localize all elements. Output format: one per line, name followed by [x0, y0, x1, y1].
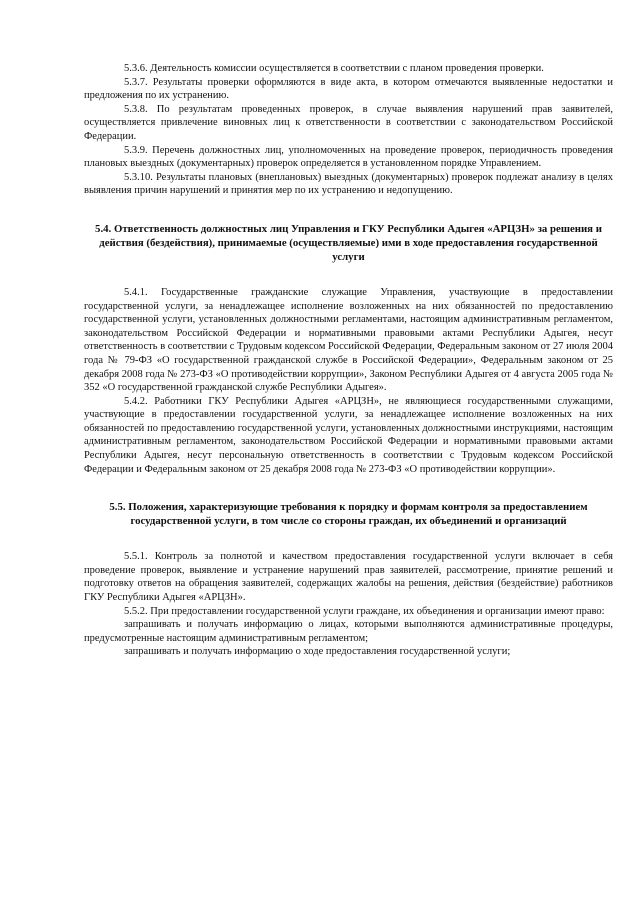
paragraph-5-3-10: 5.3.10. Результаты плановых (внеплановых) выездных (документарных) проверок подлежат анализу в целях выявления причин нарушений и принятия мер по их устранению и недопущению.: [84, 171, 613, 197]
paragraph-5-5-1: 5.5.1. Контроль за полнотой и качеством предоставления государственной услуги включает в себя проведение проверок, выявление и устранение нарушений прав заявителей, рассмотрение, принятие решений и подготовку ответов на обращения заявителей, содержащих жалобы на решения, действия (бездействие) работников ГКУ Республики Адыгея «АРЦЗН».: [84, 551, 613, 604]
section-5-3-continuation: [84, 62, 613, 198]
heading-5-4: 5.4. Ответственность должностных лиц Управления и ГКУ Республики Адыгея «АРЦЗН» за решения и действия (бездействия), принимаемые (осуществляемые) ими в ходе предоставления государственной услуги: [95, 222, 602, 263]
paragraph-5-5-2-item-1: запрашивать и получать информацию о лицах, которыми выполняются административные процедуры, предусмотренные настоящим административным регламентом;: [84, 619, 613, 644]
paragraph-5-3-9: 5.3.9. Перечень должностных лиц, уполномоченных на проведение проверок, периодичность проведения плановых выездных (документарных) проверок определяется в установленном порядке Управлением.: [84, 144, 613, 170]
paragraph-5-5-2-item-2: запрашивать и получать информацию о ходе предоставления государственной услуги;: [124, 646, 511, 658]
paragraph-5-3-7: 5.3.7. Результаты проверки оформляются в виде акта, в котором отмечаются выявленные недостатки и предложения по их устранению.: [84, 76, 613, 102]
paragraph-5-3-6: 5.3.6. Деятельность комиссии осуществляется в соответствии с планом проведения проверки.: [124, 63, 544, 74]
heading-5-5: 5.5. Положения, характеризующие требования к порядку и формам контроля за предоставлением государственной услуги, в том числе со стороны граждан, их объединений и организаций: [109, 501, 588, 528]
paragraph-5-4-2: 5.4.2. Работники ГКУ Республики Адыгея «АРЦЗН», не являющиеся государственными служащими, участвующие в предоставлении государственной услуги, за ненадлежащее исполнение возложенных на них обязанностей по предоставлению государственной услуги, установленных должностными инструкциями, настоящим административным регламентом, законодательством Российской Федерации и нормативными правовыми актами Республики Адыгея, несут персональную ответственность в соответствии с Трудовым кодексом Российской Федерации и Федеральным законом от 25 декабря 2008 года № 273-ФЗ «О противодействии коррупции».: [84, 395, 613, 475]
paragraph-5-4-1: 5.4.1. Государственные гражданские служащие Управления, участвующие в предоставлении государственной услуги, за ненадлежащее исполнение возложенных на них обязанностей по предоставлению государственной услуги, установленных должностными регламентами, настоящим административным регламентом, законодательством Российской Федерации и нормативными правовыми актами Республики Адыгея, несут ответственность в соответствии с Трудовым кодексом Российской Федерации, Федеральным законом от 27 июля 2004 года № 79-ФЗ «О государственной гражданской службе в Российской Федерации», Федеральным законом от 25 декабря 2008 года № 273-ФЗ «О противодействии коррупции», Законом Республики Адыгея от 4 августа 2005 года № 352 «О государственной гражданской службе Республики Адыгея».: [84, 286, 613, 394]
paragraph-5-3-8: 5.3.8. По результатам проведенных проверок, в случае выявления нарушений прав заявителей, осуществляется привлечение виновных лиц к ответственности в соответствии с законодательством Российской Федерации.: [84, 103, 613, 142]
paragraph-5-5-2: 5.5.2. При предоставлении государственной услуги граждане, их объединения и организации имеют право:: [124, 605, 605, 617]
section-5-4: [84, 286, 613, 476]
section-5-5: [84, 550, 613, 659]
